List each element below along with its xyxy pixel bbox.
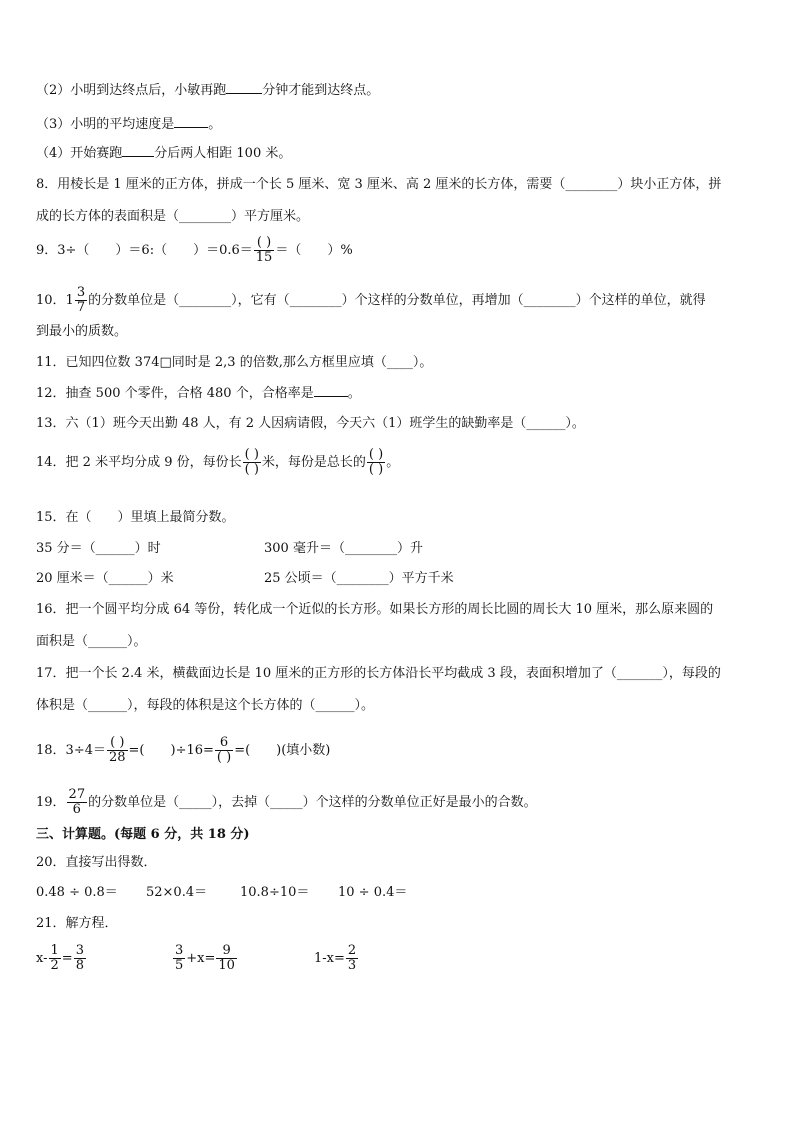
q20-calc-1: 0.48 ÷ 0.8＝ [36,885,118,900]
fraction: $\frac{( )}{28}$ [108,735,126,765]
q21: 21．解方程． [36,916,118,931]
q15: 15．在（ ）里填上最简分数。 [36,510,235,525]
fraction: $\frac{( )}{15}$ [255,235,273,265]
q20: 20．直接写出得数． [36,855,157,870]
q12: 12．抽查 500 个零件，合格 480 个，合格率是 。 [36,386,361,401]
q20-calc-3: 10.8÷10＝ [240,885,310,900]
fraction: $\frac{3}{5}$ [175,943,184,973]
q20-calc-4: 10 ÷ 0.4＝ [338,885,408,900]
q15-row2-right: 25 公顷＝（________）平方千米 [264,571,454,586]
equation-3: 1-x= $\frac{2}{3}$ [314,943,357,973]
q8-line2: 成的长方体的表面积是（________）平方厘米。 [36,209,310,224]
fraction: $\frac{2}{3}$ [347,943,357,973]
q16-line1: 16．把一个圆平均分成 64 等份，转化成一个近似的长方形。如果长方形的周长比圆的周长大 10 厘米，那么原来圆的 [36,602,714,617]
fraction: $\frac{3}{7}$ [76,285,86,315]
q14: 14．把 2 米平均分成 9 份，每份长 $\frac{( )}{( )}$ 米，每份是总长的 $\frac{( )}{( )}$ 。 [36,447,400,477]
q11: 11．已知四位数 374□同时是 2,3 的倍数,那么方框里应填（____）。 [36,355,433,370]
q7-part2: （2）小明到达终点后，小敏再跑 分钟才能到达终点。 [36,83,380,98]
q15-row1-right: 300 毫升＝（________）升 [264,541,423,556]
q20-calc-2: 52×0.4＝ [146,885,208,900]
answer-blank[interactable] [226,93,262,94]
q17-line2: 体积是（______），每段的体积是这个长方体的（______）。 [36,698,375,713]
section-3-heading: 三、计算题。(每题 6 分，共 18 分) [36,827,250,842]
q19: 19． $\frac{27}{6}$ 的分数单位是（_____），去掉（_____）个这样的分数单位正好是最小的合数。 [36,787,537,817]
q18: 18．3÷4＝ $\frac{( )}{28}$ =( )÷16= $\frac{6}{( )}$ =( )(填小数) [36,735,331,765]
answer-blank[interactable] [314,396,348,397]
fraction: $\frac{6}{( )}$ [216,735,232,765]
q7-part3: （3）小明的平均速度是 。 [36,117,222,132]
fraction: $\frac{1}{2}$ [50,943,59,973]
q15-row1: 35 分＝（______）时 [36,541,161,556]
q7-part4: （4）开始赛跑 分后两人相距 100 米。 [36,146,292,161]
answer-blank[interactable] [122,156,154,157]
answer-blank[interactable] [174,127,208,128]
q17-line1: 17．把一个长 2.4 米，横截面边长是 10 厘米的正方形的长方体沿长平均截成 3 段，表面积增加了（_______），每段的 [36,666,721,681]
q15-row2: 20 厘米＝（______）米 [36,571,174,586]
equation-2: $\frac{3}{5}$ +x= $\frac{9}{10}$ [175,943,235,973]
q9: 9．3÷（ ）＝6:（ ）＝0.6＝ $\frac{( )}{15}$ ＝（ ）% [36,235,353,265]
q8-line1: 8．用棱长是 1 厘米的正方体，拼成一个长 5 厘米、宽 3 厘米、高 2 厘米的长方体，需要（________）块小正方体，拼 [36,177,722,192]
fraction: $\frac{3}{8}$ [75,943,84,973]
q10-line1: 10．1 $\frac{3}{7}$ 的分数单位是（________），它有（________）个这样的分数单位，再增加（________）个这样的单位，就得 [36,285,706,315]
fraction: $\frac{9}{10}$ [218,943,235,973]
q13: 13．六（1）班今天出勤 48 人，有 2 人因病请假，今天六（1）班学生的缺勤率是（______）。 [36,416,585,431]
q10-line2: 到最小的质数。 [36,324,128,339]
q16-line2: 面积是（______）。 [36,634,147,649]
fraction: $\frac{( )}{( )}$ [368,447,384,477]
fraction: $\frac{27}{6}$ [68,787,86,817]
equation-1: x- $\frac{1}{2}$ = $\frac{3}{8}$ [36,943,84,973]
fraction: $\frac{( )}{( )}$ [244,447,259,477]
